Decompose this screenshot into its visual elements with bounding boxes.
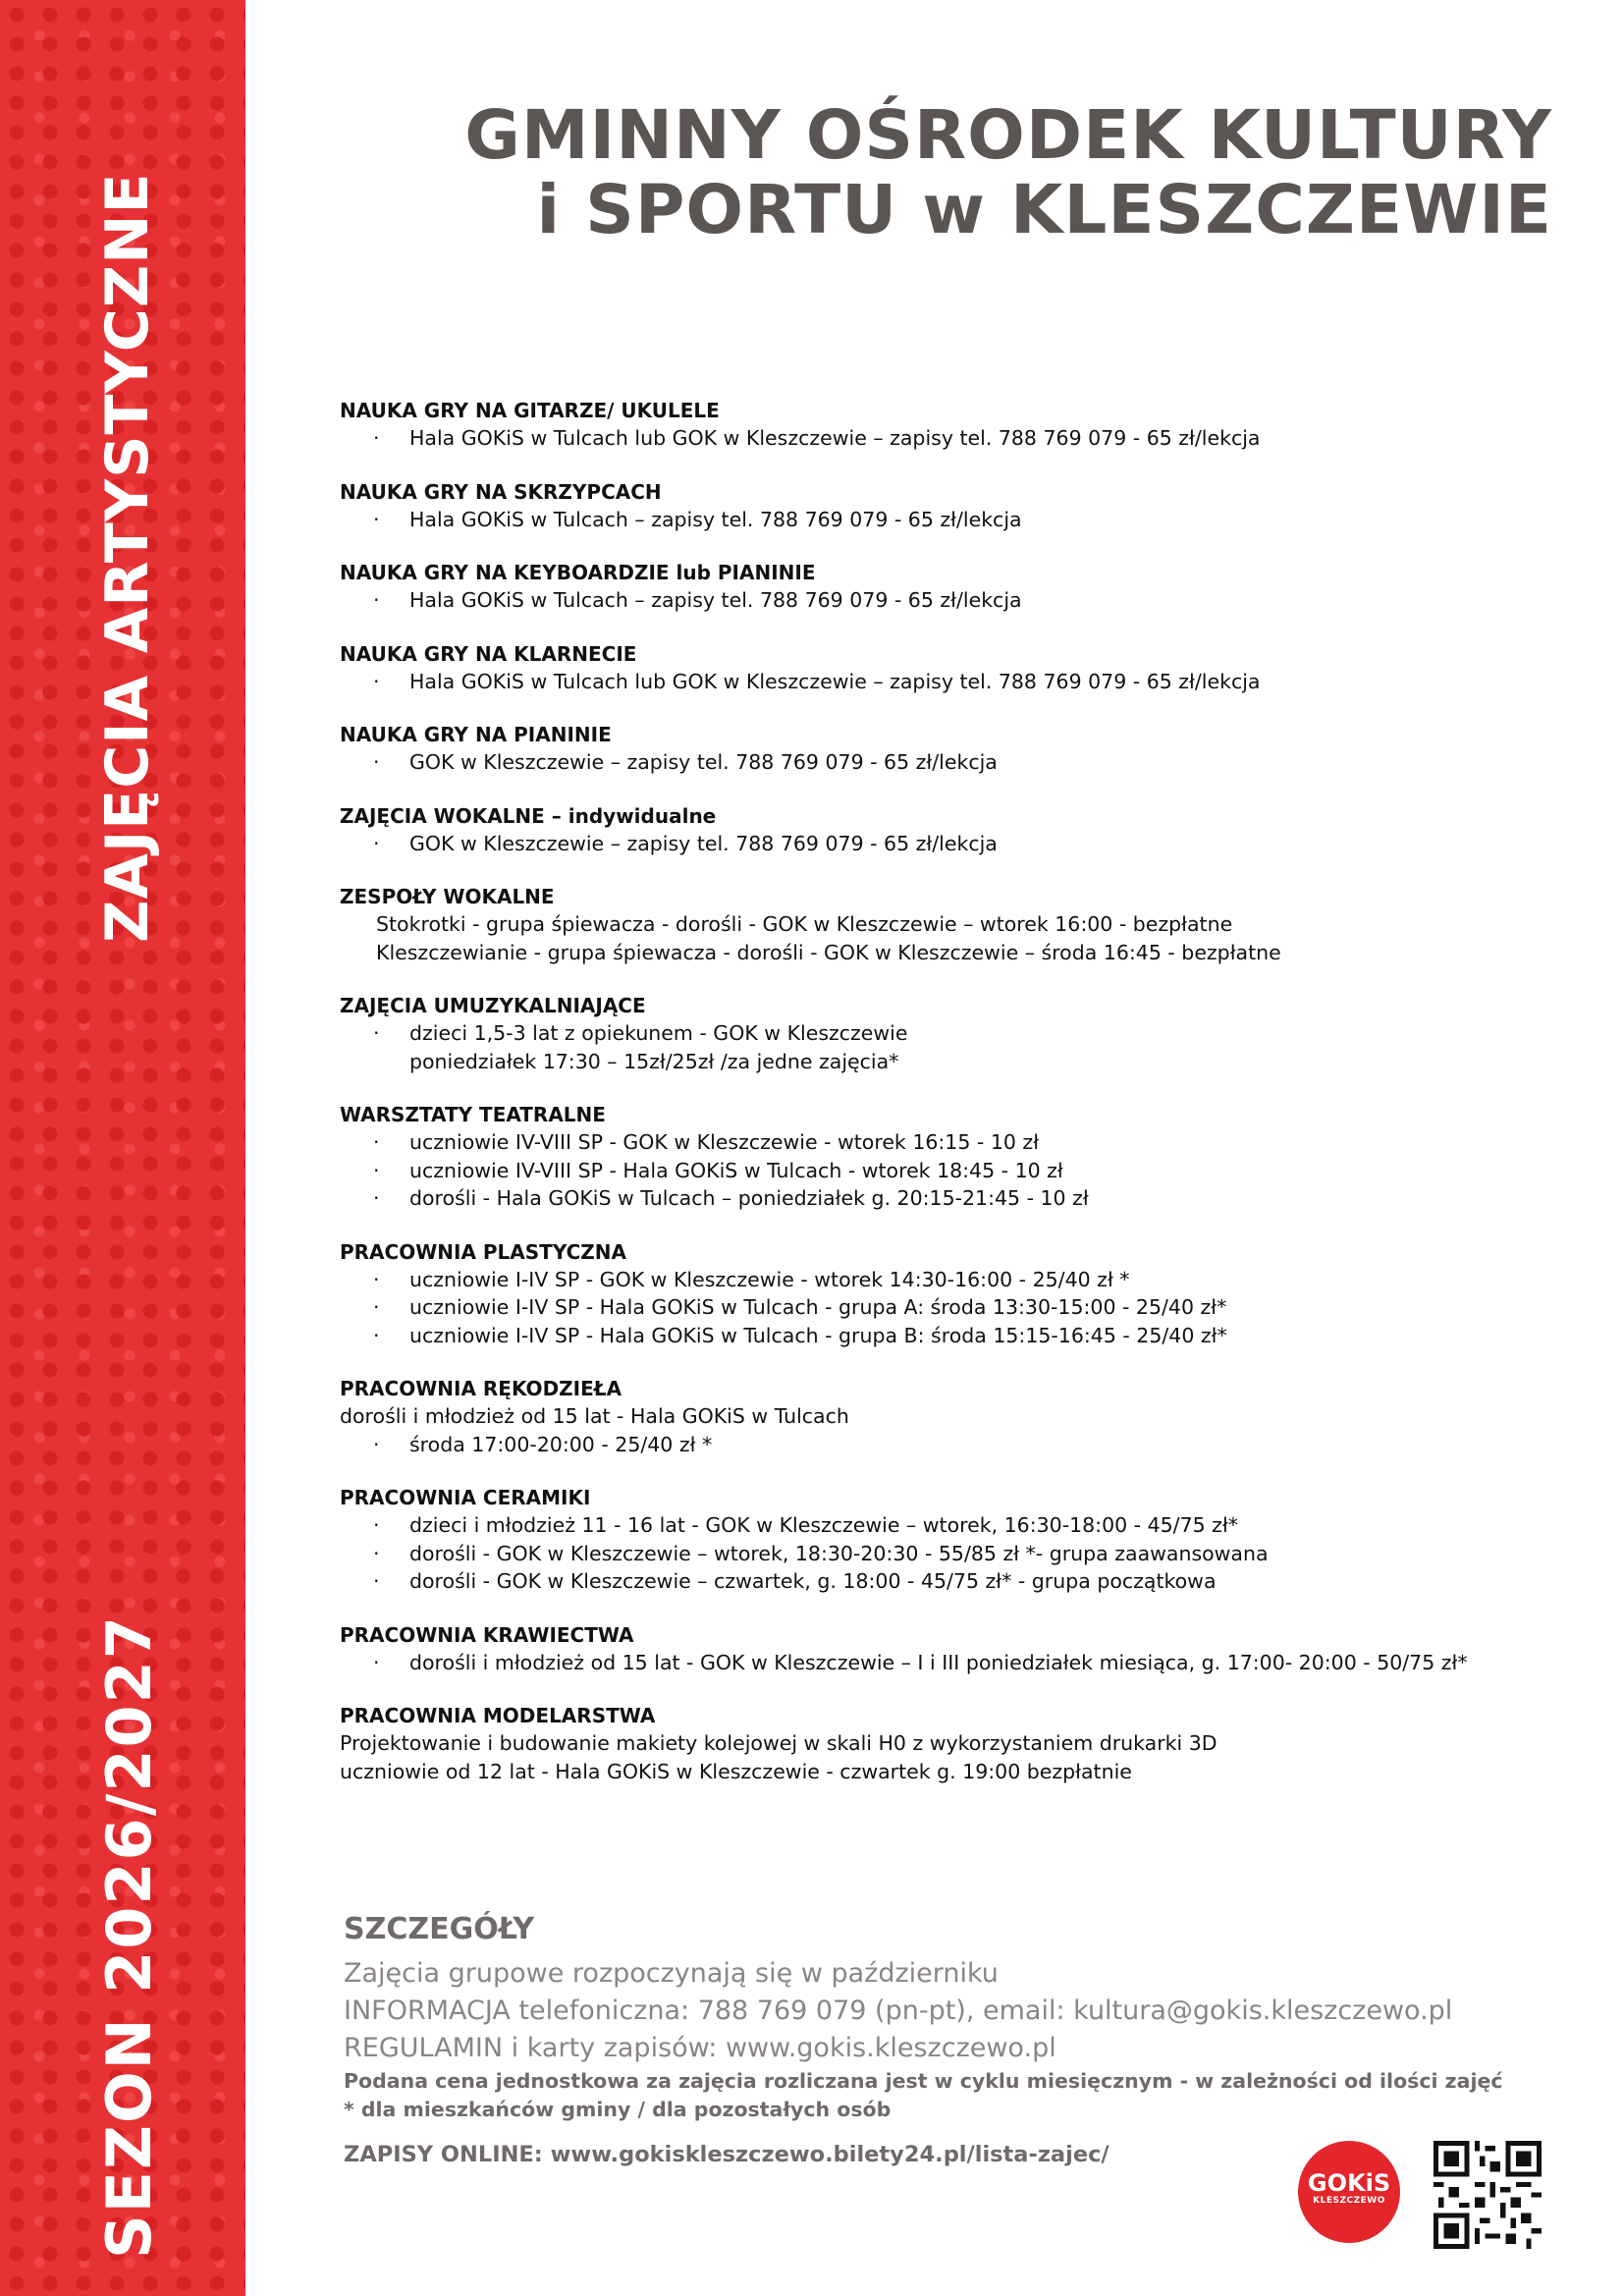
- gokis-logo: [1298, 2141, 1400, 2243]
- section-title: PRACOWNIA KRAWIECTWA: [340, 1622, 634, 1647]
- section-title: NAUKA GRY NA GITARZE/ UKULELE: [340, 399, 720, 422]
- list-item: Kleszczewianie - grupa śpiewacza - dorośli - GOK w Kleszczewie – środa 16:45 - bezpłatne: [376, 940, 1281, 964]
- title-line-1: GMINNY OŚRODEK KULTURY: [464, 96, 1552, 175]
- list-item-continuation: poniedziałek 17:30 – 15zł/25zł /za jedne zajęcia*: [409, 1049, 899, 1073]
- section-modelling: [340, 1702, 1577, 1785]
- section-piano: [340, 721, 1577, 777]
- list-item: · dorośli - GOK w Kleszczewie – wtorek, 18:30-20:30 - 55/85 zł *- grupa zaawansowana: [340, 1540, 1577, 1568]
- details-start-info: Zajęcia grupowe rozpoczynają się w październiku: [344, 1958, 999, 1989]
- section-title: PRACOWNIA PLASTYCZNA: [340, 1239, 626, 1264]
- list-item: · uczniowie I-IV SP - Hala GOKiS w Tulcach - grupa A: środa 13:30-15:00 - 25/40 zł*: [340, 1293, 1577, 1322]
- section-guitar: [340, 397, 1577, 453]
- bullet-icon: ·: [373, 1267, 380, 1291]
- bullet-icon: ·: [373, 1569, 380, 1593]
- section-title: NAUKA GRY NA KLARNECIE: [340, 641, 637, 666]
- list-item: uczniowie od 12 lat - Hala GOKiS w Kleszczewie - czwartek g. 19:00 bezpłatnie: [340, 1759, 1132, 1783]
- section-handicraft: [340, 1375, 1577, 1458]
- price-legend: * dla mieszkańców gminy / dla pozostałych osób: [344, 2098, 892, 2121]
- list-item: · uczniowie I-IV SP - Hala GOKiS w Tulcach - grupa B: środa 15:15-16:45 - 25/40 zł*: [340, 1322, 1577, 1350]
- list-item: · Hala GOKiS w Tulcach lub GOK w Kleszczewie – zapisy tel. 788 769 079 - 65 zł/lekcja: [340, 668, 1577, 696]
- section-title: PRACOWNIA CERAMIKI: [340, 1486, 591, 1509]
- logo-subtext: KLESZCZEWO: [1313, 2196, 1385, 2206]
- list-item: · uczniowie I-IV SP - GOK w Kleszczewie - wtorek 14:30-16:00 - 25/40 zł *: [340, 1266, 1577, 1294]
- bullet-icon: ·: [373, 1130, 380, 1154]
- section-clarinet: [340, 640, 1577, 696]
- bullet-icon: ·: [373, 1513, 380, 1537]
- bullet-icon: ·: [373, 1186, 380, 1210]
- sidebar-season-label: SEZON 2026/2027: [93, 1614, 165, 2259]
- bullet-icon: ·: [373, 588, 380, 612]
- section-vocal-groups: [340, 883, 1577, 966]
- bullet-icon: ·: [373, 1021, 380, 1045]
- details-rules-info: REGULAMIN i karty zapisów: www.gokis.kleszczewo.pl: [344, 2033, 1056, 2063]
- bullet-icon: ·: [373, 1158, 380, 1182]
- list-item: · Hala GOKiS w Tulcach – zapisy tel. 788 769 079 - 65 zł/lekcja: [340, 506, 1577, 534]
- section-title: NAUKA GRY NA PIANINIE: [340, 723, 612, 746]
- section-title: WARSZTATY TEATRALNE: [340, 1103, 606, 1126]
- list-item: · uczniowie IV-VIII SP - Hala GOKiS w Tulcach - wtorek 18:45 - 10 zł: [340, 1157, 1577, 1185]
- section-violin: [340, 478, 1577, 534]
- section-vocal: [340, 802, 1577, 858]
- bullet-icon: ·: [373, 426, 380, 450]
- list-item: · GOK w Kleszczewie – zapisy tel. 788 769 079 - 65 zł/lekcja: [340, 830, 1577, 858]
- section-intro: dorośli i młodzież od 15 lat - Hala GOKiS w Tulcach: [340, 1404, 849, 1428]
- list-item: · dorośli i młodzież od 15 lat - GOK w Kleszczewie – I i III poniedziałek miesiąca, g. 17:00- 20:00 - 50/75 zł*: [340, 1649, 1577, 1677]
- bullet-icon: ·: [373, 831, 380, 855]
- section-keyboard: [340, 559, 1577, 615]
- bullet-icon: ·: [373, 1541, 380, 1565]
- list-item: · środa 17:00-20:00 - 25/40 zł *: [340, 1431, 1577, 1459]
- class-list: [340, 397, 1577, 1811]
- list-item: · dorośli - Hala GOKiS w Tulcach – poniedziałek g. 20:15-21:45 - 10 zł: [340, 1184, 1577, 1213]
- list-item: · dorośli - GOK w Kleszczewie – czwartek, g. 18:00 - 45/75 zł* - grupa początkowa: [340, 1567, 1577, 1596]
- list-item: · Hala GOKiS w Tulcach – zapisy tel. 788 769 079 - 65 zł/lekcja: [340, 586, 1577, 615]
- section-theatre: [340, 1101, 1577, 1213]
- details-title: SZCZEGÓŁY: [344, 1912, 535, 1946]
- list-item: · uczniowie IV-VIII SP - GOK w Kleszczewie - wtorek 16:15 - 10 zł: [340, 1128, 1577, 1157]
- price-note: Podana cena jednostkowa za zajęcia rozliczana jest w cyklu miesięcznym - w zależności od ilości zajęć: [344, 2069, 1503, 2093]
- bullet-icon: ·: [373, 1432, 380, 1456]
- section-title: PRACOWNIA RĘKODZIEŁA: [340, 1377, 622, 1400]
- bullet-icon: ·: [373, 1650, 380, 1674]
- bullet-icon: ·: [373, 507, 380, 531]
- section-ceramics: [340, 1484, 1577, 1596]
- list-item: · dzieci i młodzież 11 - 16 lat - GOK w Kleszczewie – wtorek, 16:30-18:00 - 45/75 zł*: [340, 1511, 1577, 1540]
- section-tailoring: [340, 1621, 1577, 1677]
- section-title: NAUKA GRY NA KEYBOARDZIE lub PIANINIE: [340, 561, 816, 584]
- section-title: NAUKA GRY NA SKRZYPCACH: [340, 479, 662, 504]
- list-item: Projektowanie i budowanie makiety kolejowej w skali H0 z wykorzystaniem drukarki 3D: [340, 1731, 1217, 1755]
- section-title: PRACOWNIA MODELARSTWA: [340, 1704, 656, 1727]
- section-title: ZAJĘCIA WOKALNE – indywidualne: [340, 803, 717, 828]
- bullet-icon: ·: [373, 669, 380, 693]
- page-title: [464, 98, 1552, 247]
- sidebar-category-label: ZAJĘCIA ARTYSTYCZNE: [93, 172, 162, 943]
- list-item: · Hala GOKiS w Tulcach lub GOK w Kleszczewie – zapisy tel. 788 769 079 - 65 zł/lekcja: [340, 424, 1577, 453]
- sidebar-band: [0, 0, 245, 2296]
- online-registration: ZAPISY ONLINE: www.gokiskleszczewo.bilety24.pl/lista-zajec/: [344, 2142, 1109, 2167]
- list-item: · GOK w Kleszczewie – zapisy tel. 788 769 079 - 65 zł/lekcja: [340, 748, 1577, 777]
- bullet-icon: ·: [373, 1323, 380, 1347]
- details-contact-info: INFORMACJA telefoniczna: 788 769 079 (pn-pt), email: kultura@gokis.kleszczewo.pl: [344, 1995, 1453, 2026]
- section-music-classes: [340, 992, 1577, 1075]
- details-block: [344, 1910, 1591, 2167]
- title-line-2: i SPORTU w KLESZCZEWIE: [536, 171, 1552, 249]
- list-item: Stokrotki - grupa śpiewacza - dorośli - GOK w Kleszczewie – wtorek 16:00 - bezpłatne: [376, 912, 1233, 936]
- section-art: [340, 1238, 1577, 1350]
- section-title: ZESPOŁY WOKALNE: [340, 885, 555, 908]
- logo-text: GOKiS: [1307, 2169, 1391, 2197]
- qr-code-icon: [1434, 2141, 1542, 2249]
- section-title: ZAJĘCIA UMUZYKALNIAJĄCE: [340, 994, 646, 1017]
- list-item: · dzieci 1,5-3 lat z opiekunem - GOK w Kleszczewie: [340, 1019, 1577, 1048]
- bullet-icon: ·: [373, 1295, 380, 1319]
- bullet-icon: ·: [373, 750, 380, 774]
